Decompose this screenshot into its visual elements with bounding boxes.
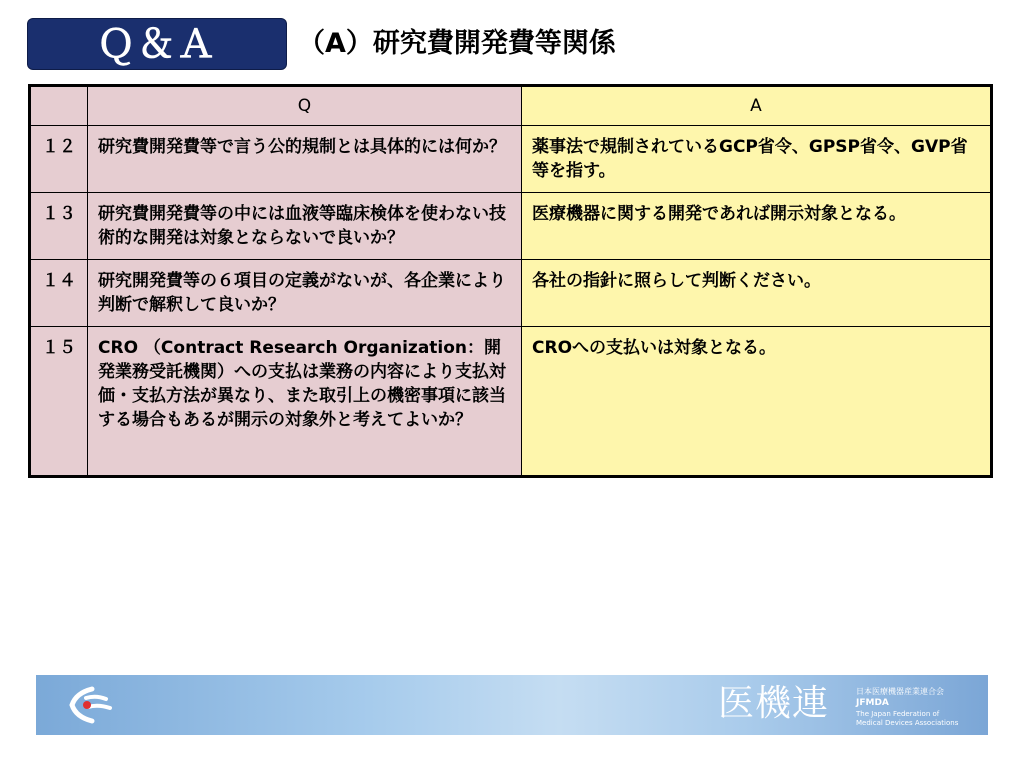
header-question: Q (88, 86, 522, 126)
answer-cell: 薬事法で規制されているGCP省令、GPSP省令、GVP省等を指す。 (522, 126, 992, 193)
footer-band (36, 675, 988, 735)
row-number: １２ (30, 126, 88, 193)
table-row (30, 126, 992, 193)
row-number: １５ (30, 327, 88, 477)
answer-cell: 各社の指針に照らして判断ください。 (522, 260, 992, 327)
table-row (30, 327, 992, 477)
question-cell: CRO （Contract Research Organization：開発業務受託機関）への支払は業務の内容により支払対価・支払方法が異なり、また取引上の機密事項に該当する場合もあるが開示の対象外と考えてよいか？ (88, 327, 522, 477)
footer-org-abbr: JFMDA (856, 698, 889, 708)
jfmda-logo-icon (62, 683, 118, 727)
question-cell: 研究開発費等の６項目の定義がないが、各企業により判断で解釈して良いか？ (88, 260, 522, 327)
row-number: １４ (30, 260, 88, 327)
answer-cell: 医療機器に関する開発であれば開示対象となる。 (522, 193, 992, 260)
answer-cell: CROへの支払いは対象となる。 (522, 327, 992, 477)
header-number (30, 86, 88, 126)
footer-org-en-line2: Medical Devices Associations (856, 719, 959, 727)
slide-title: （A）研究費開発費等関係 (298, 28, 616, 59)
footer-org-full-jp: 日本医療機器産業連合会 (856, 687, 944, 696)
question-cell: 研究費開発費等で言う公的規制とは具体的には何か？ (88, 126, 522, 193)
table-row (30, 193, 992, 260)
footer-org-en-line1: The Japan Federation of (856, 710, 940, 718)
header-answer: A (522, 86, 992, 126)
footer-org-name: 医機連 (718, 683, 830, 724)
question-cell: 研究費開発費等の中には血液等臨床検体を使わない技術的な開発は対象とならないで良いか？ (88, 193, 522, 260)
qa-badge: Ｑ＆Ａ (28, 19, 286, 69)
qa-table (28, 84, 993, 478)
footer-org-detail (856, 686, 984, 728)
table-row (30, 260, 992, 327)
table-header-row (30, 86, 992, 126)
row-number: １３ (30, 193, 88, 260)
